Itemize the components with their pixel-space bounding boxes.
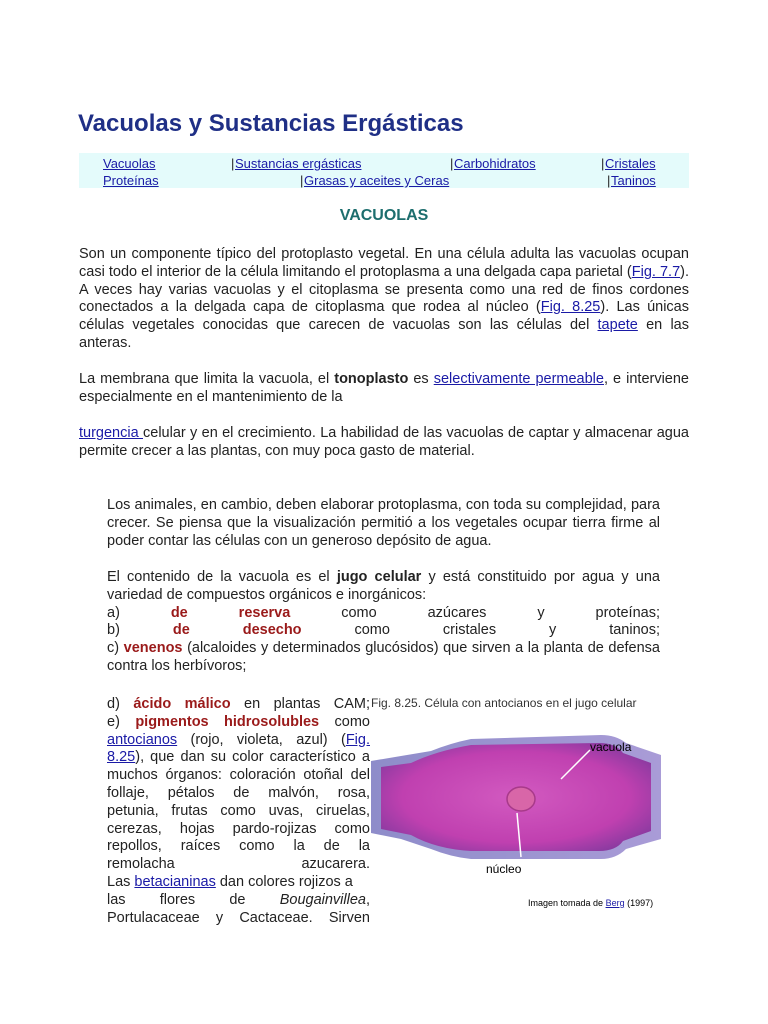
- section-navigation: [79, 153, 689, 188]
- text: y está constituido por agua y una variedad de compuestos orgánicos e inorgánicos:: [107, 569, 660, 603]
- paragraph-pigmentos: d) ácido málico en plantas CAM; e) pigmentos hidrosolubles como antocianos (rojo, violeta, azul) (Fig. 8.25), que dan su color característico a muchos órganos: coloración otoñal del follaje, pétalos de malvón, rosa, petunia, frutas como uvas, ciruelas, cerezas, hojas pardo-rojizas como repollos, raíces como la de la remolacha azucarera. Las betacianinas dan colores rojizos a las flores de Bougainvillea, Portulacaceae y Cactaceae. Sirven: [107, 696, 370, 926]
- section-title: VACUOLAS: [339, 207, 429, 224]
- list-item-a: a) de reserva como azúcares y proteínas;: [107, 604, 660, 621]
- text: La membrana que limita la vacuola, el: [79, 371, 335, 387]
- figure-8-25: [371, 693, 661, 923]
- list-item-c: c) venenos (alcaloides y determinados glucósidos) que sirven a la planta de defensa contra los herbívoros;: [107, 640, 660, 674]
- link-selectivamente-permeable[interactable]: selectivamente permeable: [433, 371, 604, 387]
- term-jugo-celular: jugo celular: [336, 569, 422, 585]
- text: ). Las únicas células vegetales conocidas que carecen de vacuolas son las células del: [79, 299, 689, 334]
- nav-separator: |: [450, 156, 454, 171]
- text: es: [408, 371, 434, 387]
- text: , e interviene especialmente en el mantenimiento de la: [79, 371, 690, 405]
- term-de-desecho: de desecho: [172, 622, 302, 639]
- image-credit: Imagen tomada de Berg (1997): [528, 898, 654, 908]
- nav-separator: |: [607, 173, 611, 188]
- figure-caption: Fig. 8.25. Célula con antocianos en el jugo celular: [371, 696, 637, 710]
- nav-link-vacuolas[interactable]: Vacuolas: [103, 156, 156, 171]
- paragraph-jugo-celular: [107, 569, 660, 676]
- label-nucleo: núcleo: [486, 862, 522, 876]
- term-acido-malico: ácido málico: [133, 696, 231, 712]
- text: ). A veces hay varias vacuolas y el citoplasma se presenta como una red de finos cordones conectados a la delgada capa de citoplasma que rodea al núcleo (: [79, 263, 690, 316]
- link-turgencia[interactable]: turgencia: [79, 425, 143, 441]
- link-berg[interactable]: Berg: [605, 898, 625, 908]
- link-fig-7-7[interactable]: Fig. 7.7: [631, 263, 681, 280]
- nav-link-cristales[interactable]: Cristales: [605, 156, 656, 171]
- link-tapete[interactable]: tapete: [597, 317, 638, 334]
- term-pigmentos-hidrosolubles: pigmentos hidrosolubles: [135, 713, 320, 730]
- nav-link-proteinas[interactable]: Proteínas: [103, 173, 159, 188]
- nav-link-carbohidratos[interactable]: Carbohidratos: [454, 156, 536, 171]
- list-item-b: b) de desecho como cristales y taninos;: [107, 622, 660, 639]
- paragraph-turgencia: [79, 425, 689, 461]
- term-de-reserva: de reserva: [170, 604, 291, 621]
- link-fig-8-25[interactable]: Fig. 8.25: [540, 299, 601, 316]
- cell-image: [371, 721, 661, 921]
- term-venenos: venenos: [123, 640, 183, 657]
- paragraph-animales: [107, 497, 660, 550]
- link-betacianinas[interactable]: betacianinas: [134, 873, 216, 890]
- text: El contenido de la vacuola es el: [107, 569, 337, 585]
- nav-link-taninos[interactable]: Taninos: [611, 173, 656, 188]
- nav-separator: |: [231, 156, 235, 171]
- text: en las anteras.: [79, 317, 689, 351]
- list-item-d: d) ácido málico en plantas CAM;: [107, 696, 370, 712]
- link-fig-8-25[interactable]: Fig.: [345, 731, 370, 748]
- nav-separator: |: [300, 173, 304, 188]
- link-fig-8-25[interactable]: 8.25: [107, 749, 136, 766]
- label-vacuola: vacuola: [590, 740, 632, 754]
- nav-link-grasas-aceites-ceras[interactable]: Grasas y aceites y Ceras: [304, 173, 450, 188]
- paragraph-tonoplasto: [79, 371, 689, 407]
- page-title: Vacuolas y Sustancias Ergásticas: [78, 110, 464, 137]
- list-item-e: e) pigmentos hidrosolubles como: [107, 713, 370, 730]
- nav-separator: |: [601, 156, 605, 171]
- text: celular y en el crecimiento. La habilidad de las vacuolas de captar y almacenar agua permite crecer a las plantas, con muy poca gasto de material.: [79, 425, 689, 459]
- text: Son un componente típico del protoplasto vegetal. En una célula adulta las vacuolas ocupan casi todo el interior de la célula limitando el protoplasma a una delgada capa parietal (: [79, 246, 689, 280]
- link-antocianos[interactable]: antocianos: [107, 731, 178, 748]
- nucleus-shape: [507, 787, 535, 811]
- term-bougainvillea: Bougainvillea: [279, 891, 366, 908]
- text: Los animales, en cambio, deben elaborar protoplasma, con toda su complejidad, para crecer. Se piensa que la visualización permitió a los vegetales ocupar tierra firme al poder contar las células con un generoso depósito de agua.: [107, 497, 660, 549]
- term-tonoplasto: tonoplasto: [334, 371, 409, 387]
- nav-link-sustancias-ergasticas[interactable]: Sustancias ergásticas: [235, 156, 362, 171]
- paragraph-intro: [79, 246, 689, 353]
